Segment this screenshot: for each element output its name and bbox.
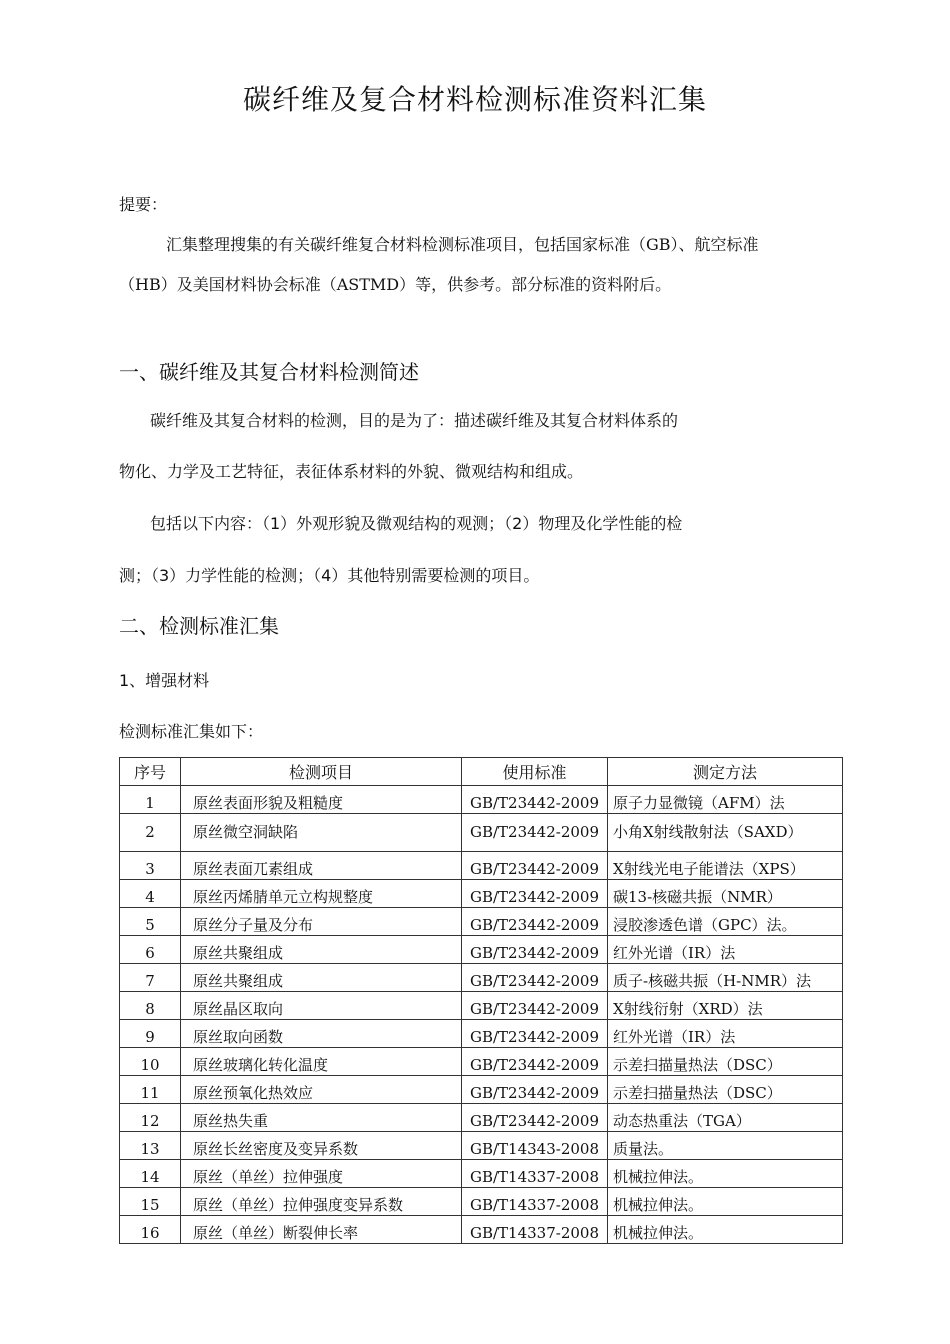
cell-standard: GB/T23442-2009 <box>462 1048 608 1076</box>
section-1-p2-line-1: 包括以下内容：（1）外观形貌及微观结构的观测；（2）物理及化学性能的检 <box>150 514 683 533</box>
cell-standard: GB/T23442-2009 <box>462 1076 608 1104</box>
cell-item: 原丝热失重 <box>181 1104 462 1132</box>
cell-index: 16 <box>120 1216 181 1244</box>
cell-item: 原丝取向函数 <box>181 1020 462 1048</box>
section-2-heading: 二、检测标准汇集 <box>119 614 279 638</box>
cell-method: 动态热重法（TGA） <box>608 1104 843 1132</box>
cell-standard: GB/T23442-2009 <box>462 992 608 1020</box>
cell-index: 12 <box>120 1104 181 1132</box>
header-method: 测定方法 <box>608 758 843 786</box>
cell-index: 6 <box>120 936 181 964</box>
table-row <box>120 786 843 814</box>
table-row <box>120 814 843 852</box>
cell-index: 7 <box>120 964 181 992</box>
standards-table <box>119 757 843 1244</box>
table-row <box>120 1216 843 1244</box>
cell-method: 机械拉伸法。 <box>608 1188 843 1216</box>
cell-index: 10 <box>120 1048 181 1076</box>
cell-item: 原丝表面形貌及粗糙度 <box>181 786 462 814</box>
table-row <box>120 964 843 992</box>
cell-item: 原丝玻璃化转化温度 <box>181 1048 462 1076</box>
cell-standard: GB/T23442-2009 <box>462 1104 608 1132</box>
table-header-row <box>120 758 843 786</box>
cell-standard: GB/T23442-2009 <box>462 908 608 936</box>
cell-standard: GB/T23442-2009 <box>462 964 608 992</box>
cell-index: 2 <box>120 814 181 852</box>
cell-method: X射线光电子能谱法（XPS） <box>608 852 843 880</box>
subsection-heading: 1、增强材料 <box>119 671 210 690</box>
cell-method: 机械拉伸法。 <box>608 1160 843 1188</box>
cell-index: 5 <box>120 908 181 936</box>
cell-item: 原丝长丝密度及变异系数 <box>181 1132 462 1160</box>
section-1-p2-line-2: 测；（3）力学性能的检测；（4）其他特别需要检测的项目。 <box>119 566 540 585</box>
table-row <box>120 992 843 1020</box>
section-1-p1-line-2: 物化、力学及工艺特征，表征体系材料的外貌、微观结构和组成。 <box>119 462 584 481</box>
cell-method: 示差扫描量热法（DSC） <box>608 1048 843 1076</box>
cell-item: 原丝共聚组成 <box>181 936 462 964</box>
cell-standard: GB/T14337-2008 <box>462 1188 608 1216</box>
cell-index: 15 <box>120 1188 181 1216</box>
cell-item: 原丝分子量及分布 <box>181 908 462 936</box>
cell-item: 原丝表面兀素组成 <box>181 852 462 880</box>
cell-index: 11 <box>120 1076 181 1104</box>
cell-method: 质量法。 <box>608 1132 843 1160</box>
cell-index: 1 <box>120 786 181 814</box>
page-title: 碳纤维及复合材料检测标准资料汇集 <box>242 83 707 116</box>
cell-item: 原丝微空洞缺陷 <box>181 814 462 852</box>
cell-standard: GB/T23442-2009 <box>462 1020 608 1048</box>
abstract-line-2: （HB）及美国材料协会标准（ASTMD）等，供参考。部分标准的资料附后。 <box>119 275 672 294</box>
table-row <box>120 936 843 964</box>
header-item: 检测项目 <box>181 758 462 786</box>
cell-index: 14 <box>120 1160 181 1188</box>
cell-item: 原丝丙烯腈单元立构规整度 <box>181 880 462 908</box>
cell-standard: GB/T23442-2009 <box>462 936 608 964</box>
cell-method: 浸胶渗透色谱（GPC）法。 <box>608 908 843 936</box>
cell-method: X射线衍射（XRD）法 <box>608 992 843 1020</box>
table-row <box>120 880 843 908</box>
header-standard: 使用标准 <box>462 758 608 786</box>
cell-item: 原丝（单丝）拉伸强度变异系数 <box>181 1188 462 1216</box>
cell-item: 原丝晶区取向 <box>181 992 462 1020</box>
cell-index: 8 <box>120 992 181 1020</box>
cell-item: 原丝（单丝）拉伸强度 <box>181 1160 462 1188</box>
cell-index: 3 <box>120 852 181 880</box>
abstract-label: 提要： <box>119 195 168 214</box>
cell-item: 原丝共聚组成 <box>181 964 462 992</box>
table-row <box>120 1132 843 1160</box>
table-row <box>120 1048 843 1076</box>
cell-method: 小角X射线散射法（SAXD） <box>608 814 843 852</box>
cell-standard: GB/T14343-2008 <box>462 1132 608 1160</box>
cell-standard: GB/T23442-2009 <box>462 880 608 908</box>
table-row <box>120 1076 843 1104</box>
table-row <box>120 908 843 936</box>
abstract-line-1: 汇集整理搜集的有关碳纤维复合材料检测标准项目，包括国家标准（GB）、航空标准 <box>166 235 759 254</box>
table-row <box>120 852 843 880</box>
table-row <box>120 1188 843 1216</box>
cell-method: 红外光谱（IR）法 <box>608 1020 843 1048</box>
cell-index: 13 <box>120 1132 181 1160</box>
cell-method: 红外光谱（IR）法 <box>608 936 843 964</box>
table-row <box>120 1020 843 1048</box>
cell-method: 碳13-核磁共振（NMR） <box>608 880 843 908</box>
section-1-p1-line-1: 碳纤维及其复合材料的检测，目的是为了：描述碳纤维及其复合材料体系的 <box>150 411 679 430</box>
cell-item: 原丝（单丝）断裂伸长率 <box>181 1216 462 1244</box>
cell-item: 原丝预氧化热效应 <box>181 1076 462 1104</box>
header-index: 序号 <box>120 758 181 786</box>
cell-method: 质子-核磁共振（H-NMR）法 <box>608 964 843 992</box>
cell-method: 机械拉伸法。 <box>608 1216 843 1244</box>
cell-standard: GB/T23442-2009 <box>462 852 608 880</box>
cell-index: 9 <box>120 1020 181 1048</box>
cell-index: 4 <box>120 880 181 908</box>
cell-method: 示差扫描量热法（DSC） <box>608 1076 843 1104</box>
cell-method: 原子力显微镜（AFM）法 <box>608 786 843 814</box>
cell-standard: GB/T14337-2008 <box>462 1160 608 1188</box>
table-row <box>120 1104 843 1132</box>
table-intro: 检测标准汇集如下： <box>119 722 264 741</box>
cell-standard: GB/T23442-2009 <box>462 786 608 814</box>
cell-standard: GB/T23442-2009 <box>462 814 608 852</box>
cell-standard: GB/T14337-2008 <box>462 1216 608 1244</box>
table-row <box>120 1160 843 1188</box>
section-1-heading: 一、碳纤维及其复合材料检测简述 <box>119 360 419 384</box>
